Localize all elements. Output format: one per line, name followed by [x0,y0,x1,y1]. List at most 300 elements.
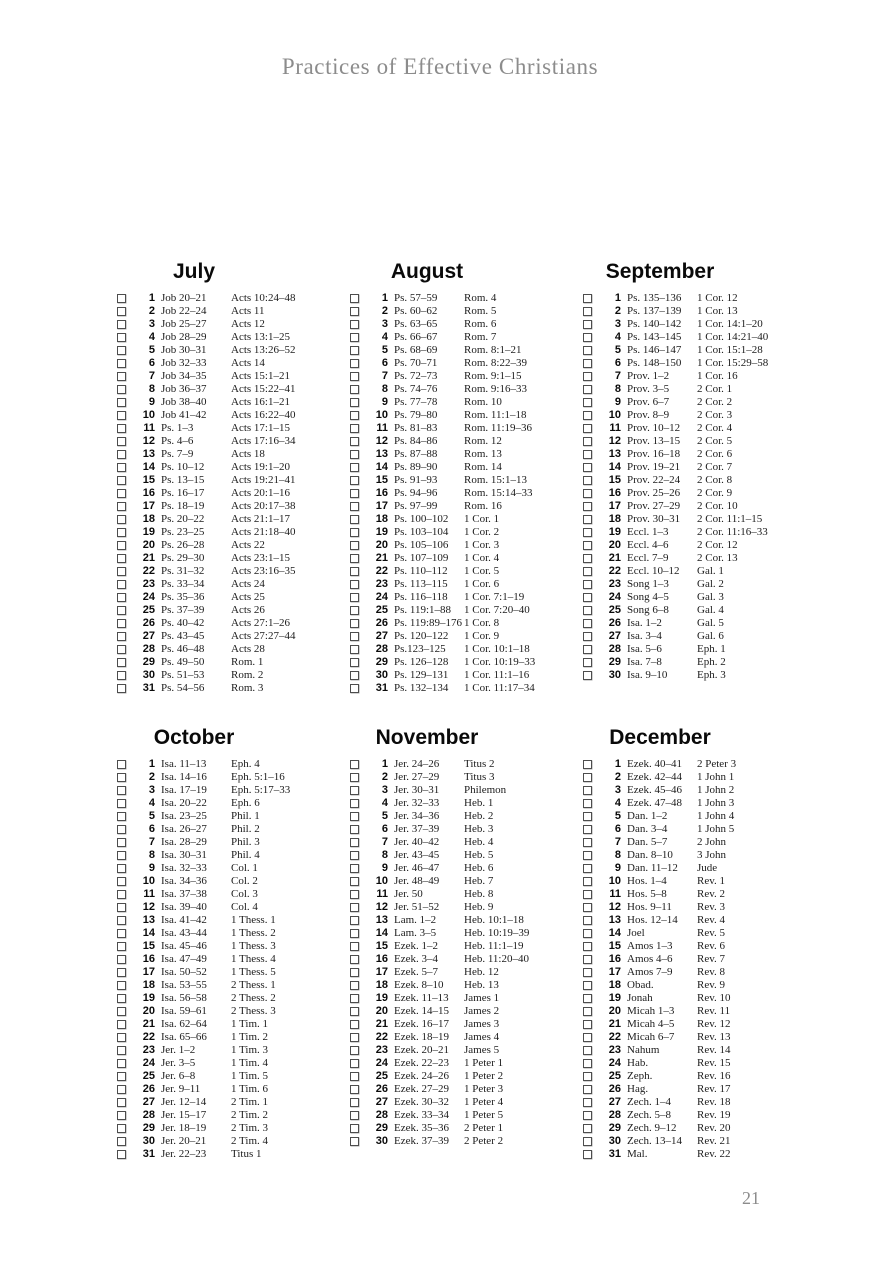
day-checkbox-icon[interactable] [583,606,592,615]
reading-row [576,344,786,357]
day-checkbox-icon[interactable] [117,580,126,589]
nt-reading: Rom. 7 [464,331,497,343]
day-checkbox-icon[interactable] [350,684,359,693]
day-number: 13 [375,448,388,460]
day-checkbox-icon[interactable] [350,1033,359,1042]
day-checkbox-icon[interactable] [583,658,592,667]
day-checkbox-icon[interactable] [583,916,592,925]
nt-reading: 1 Peter 2 [464,1070,504,1082]
reading-row [110,979,320,992]
reading-row [576,966,786,979]
day-checkbox-icon[interactable] [117,450,126,459]
reading-row [576,292,786,305]
day-number: 18 [142,979,155,991]
day-checkbox-icon[interactable] [350,346,359,355]
day-checkbox-icon[interactable] [583,864,592,873]
reading-row [343,1109,553,1122]
nt-reading: Gal. 6 [697,630,724,642]
day-checkbox-icon[interactable] [583,437,592,446]
day-checkbox-icon[interactable] [583,890,592,899]
nt-reading: Eph. 5:1–16 [231,771,285,783]
day-number: 14 [142,461,155,473]
reading-row [343,448,553,461]
day-checkbox-icon[interactable] [583,1150,592,1159]
day-checkbox-icon[interactable] [583,838,592,847]
day-checkbox-icon[interactable] [117,346,126,355]
day-checkbox-icon[interactable] [583,294,592,303]
nt-reading: Acts 13:26–52 [231,344,296,356]
day-checkbox-icon[interactable] [117,838,126,847]
reading-row [576,591,786,604]
day-checkbox-icon[interactable] [117,554,126,563]
reading-row [576,914,786,927]
day-checkbox-icon[interactable] [350,645,359,654]
day-checkbox-icon[interactable] [350,1111,359,1120]
nt-reading: 2 Cor. 5 [697,435,733,447]
day-checkbox-icon[interactable] [583,1072,592,1081]
day-checkbox-icon[interactable] [583,489,592,498]
ot-reading: Micah 1–3 [627,1005,675,1017]
day-checkbox-icon[interactable] [117,307,126,316]
nt-reading: Acts 25 [231,591,265,603]
day-number: 6 [381,357,388,369]
day-checkbox-icon[interactable] [350,1098,359,1107]
reading-row [343,656,553,669]
day-number: 25 [142,604,155,616]
ot-reading: Prov. 1–2 [627,370,670,382]
day-checkbox-icon[interactable] [583,1020,592,1029]
reading-row [110,565,320,578]
day-checkbox-icon[interactable] [583,515,592,524]
day-checkbox-icon[interactable] [117,812,126,821]
reading-row [576,992,786,1005]
day-checkbox-icon[interactable] [117,981,126,990]
day-checkbox-icon[interactable] [117,372,126,381]
day-checkbox-icon[interactable] [350,916,359,925]
day-checkbox-icon[interactable] [350,760,359,769]
day-checkbox-icon[interactable] [350,398,359,407]
day-checkbox-icon[interactable] [583,450,592,459]
day-checkbox-icon[interactable] [350,903,359,912]
reading-row [110,461,320,474]
day-checkbox-icon[interactable] [117,968,126,977]
day-number: 2 [614,305,621,317]
reading-row [576,810,786,823]
day-checkbox-icon[interactable] [350,489,359,498]
day-checkbox-icon[interactable] [117,294,126,303]
reading-row [576,862,786,875]
reading-row [110,888,320,901]
day-checkbox-icon[interactable] [117,528,126,537]
day-checkbox-icon[interactable] [117,773,126,782]
day-checkbox-icon[interactable] [583,333,592,342]
day-checkbox-icon[interactable] [117,684,126,693]
reading-row [343,1031,553,1044]
day-number: 9 [614,396,621,408]
day-checkbox-icon[interactable] [583,346,592,355]
day-checkbox-icon[interactable] [117,890,126,899]
day-checkbox-icon[interactable] [117,359,126,368]
ot-reading: Ps. 54–56 [161,682,205,694]
day-checkbox-icon[interactable] [583,773,592,782]
day-number: 7 [381,370,388,382]
day-checkbox-icon[interactable] [350,1059,359,1068]
day-checkbox-icon[interactable] [583,981,592,990]
ot-reading: Isa. 14–16 [161,771,207,783]
day-checkbox-icon[interactable] [350,1124,359,1133]
day-checkbox-icon[interactable] [117,489,126,498]
day-checkbox-icon[interactable] [350,385,359,394]
day-number: 16 [375,953,388,965]
day-checkbox-icon[interactable] [350,1007,359,1016]
day-checkbox-icon[interactable] [583,385,592,394]
day-checkbox-icon[interactable] [583,1085,592,1094]
reading-row [576,1018,786,1031]
reading-row [110,1148,320,1161]
day-checkbox-icon[interactable] [583,411,592,420]
day-checkbox-icon[interactable] [350,359,359,368]
day-checkbox-icon[interactable] [350,968,359,977]
nt-reading: Acts 16:1–21 [231,396,290,408]
nt-reading: Col. 3 [231,888,258,900]
day-checkbox-icon[interactable] [117,994,126,1003]
reading-row [343,1070,553,1083]
day-checkbox-icon[interactable] [583,851,592,860]
day-checkbox-icon[interactable] [117,760,126,769]
day-number: 30 [608,669,621,681]
day-checkbox-icon[interactable] [117,1124,126,1133]
reading-row [576,578,786,591]
day-number: 7 [614,370,621,382]
day-checkbox-icon[interactable] [350,606,359,615]
reading-row [343,862,553,875]
ot-reading: Ps. 35–36 [161,591,205,603]
day-checkbox-icon[interactable] [350,476,359,485]
day-checkbox-icon[interactable] [117,1137,126,1146]
ot-reading: Micah 6–7 [627,1031,675,1043]
day-checkbox-icon[interactable] [583,619,592,628]
day-checkbox-icon[interactable] [117,476,126,485]
day-checkbox-icon[interactable] [583,567,592,576]
day-checkbox-icon[interactable] [117,437,126,446]
nt-reading: Heb. 4 [464,836,494,848]
day-checkbox-icon[interactable] [117,645,126,654]
day-checkbox-icon[interactable] [350,981,359,990]
reading-row [110,331,320,344]
day-checkbox-icon[interactable] [350,528,359,537]
reading-row [343,604,553,617]
reading-row [343,1096,553,1109]
reading-row [343,435,553,448]
ot-reading: Ezek. 22–23 [394,1057,449,1069]
day-checkbox-icon[interactable] [117,1033,126,1042]
day-checkbox-icon[interactable] [583,372,592,381]
day-checkbox-icon[interactable] [117,916,126,925]
day-checkbox-icon[interactable] [583,1059,592,1068]
day-checkbox-icon[interactable] [350,463,359,472]
day-checkbox-icon[interactable] [117,424,126,433]
ot-reading: Ps. 23–25 [161,526,205,538]
day-checkbox-icon[interactable] [583,877,592,886]
day-checkbox-icon[interactable] [117,502,126,511]
ot-reading: Ezek. 11–13 [394,992,449,1004]
day-checkbox-icon[interactable] [583,994,592,1003]
day-checkbox-icon[interactable] [583,359,592,368]
day-checkbox-icon[interactable] [350,1137,359,1146]
day-checkbox-icon[interactable] [583,528,592,537]
day-checkbox-icon[interactable] [350,1046,359,1055]
reading-row [110,526,320,539]
day-number: 4 [614,331,621,343]
day-number: 10 [608,409,621,421]
ot-reading: Ps. 137–139 [627,305,682,317]
day-checkbox-icon[interactable] [117,463,126,472]
day-checkbox-icon[interactable] [350,320,359,329]
day-number: 19 [608,526,621,538]
day-checkbox-icon[interactable] [350,671,359,680]
day-checkbox-icon[interactable] [583,825,592,834]
day-checkbox-icon[interactable] [350,929,359,938]
reading-row [110,1122,320,1135]
nt-reading: 1 Tim. 6 [231,1083,268,1095]
day-checkbox-icon[interactable] [350,294,359,303]
day-checkbox-icon[interactable] [350,515,359,524]
reading-row [110,318,320,331]
day-checkbox-icon[interactable] [350,541,359,550]
day-checkbox-icon[interactable] [583,968,592,977]
reading-row [343,1122,553,1135]
day-checkbox-icon[interactable] [583,398,592,407]
ot-reading: Jer. 48–49 [394,875,440,887]
day-checkbox-icon[interactable] [117,398,126,407]
day-checkbox-icon[interactable] [117,1111,126,1120]
day-checkbox-icon[interactable] [350,372,359,381]
day-checkbox-icon[interactable] [350,424,359,433]
day-checkbox-icon[interactable] [350,786,359,795]
ot-reading: Jer. 1–2 [161,1044,196,1056]
day-checkbox-icon[interactable] [350,838,359,847]
day-checkbox-icon[interactable] [117,942,126,951]
day-checkbox-icon[interactable] [117,1098,126,1107]
ot-reading: Ps. 113–115 [394,578,448,590]
day-checkbox-icon[interactable] [117,671,126,680]
reading-row [576,331,786,344]
day-checkbox-icon[interactable] [350,942,359,951]
day-number: 16 [142,953,155,965]
nt-reading: Col. 1 [231,862,258,874]
reading-row [343,966,553,979]
reading-row [110,953,320,966]
ot-reading: Prov. 16–18 [627,448,681,460]
day-checkbox-icon[interactable] [117,411,126,420]
ot-reading: Prov. 22–24 [627,474,681,486]
day-checkbox-icon[interactable] [117,1085,126,1094]
day-checkbox-icon[interactable] [350,307,359,316]
ot-reading: Job 32–33 [161,357,207,369]
day-checkbox-icon[interactable] [350,567,359,576]
day-checkbox-icon[interactable] [117,1150,126,1159]
ot-reading: Jer. 37–39 [394,823,440,835]
reading-row [343,630,553,643]
day-number: 4 [381,331,388,343]
day-checkbox-icon[interactable] [117,786,126,795]
day-checkbox-icon[interactable] [117,1020,126,1029]
day-checkbox-icon[interactable] [583,942,592,951]
day-number: 13 [375,914,388,926]
nt-reading: 2 Cor. 3 [697,409,733,421]
nt-reading: Acts 15:22–41 [231,383,296,395]
day-checkbox-icon[interactable] [583,1124,592,1133]
day-checkbox-icon[interactable] [350,437,359,446]
ot-reading: Isa. 56–58 [161,992,207,1004]
ot-reading: Joel [627,927,645,939]
day-checkbox-icon[interactable] [350,825,359,834]
day-checkbox-icon[interactable] [583,1098,592,1107]
day-checkbox-icon[interactable] [583,760,592,769]
day-checkbox-icon[interactable] [350,632,359,641]
nt-reading: Rom. 15:1–13 [464,474,527,486]
day-checkbox-icon[interactable] [350,812,359,821]
day-checkbox-icon[interactable] [350,994,359,1003]
day-checkbox-icon[interactable] [350,502,359,511]
day-checkbox-icon[interactable] [350,890,359,899]
day-checkbox-icon[interactable] [117,593,126,602]
day-checkbox-icon[interactable] [350,658,359,667]
day-number: 23 [608,578,621,590]
day-checkbox-icon[interactable] [583,632,592,641]
day-number: 11 [609,888,621,900]
day-checkbox-icon[interactable] [350,1072,359,1081]
day-checkbox-icon[interactable] [350,773,359,782]
day-checkbox-icon[interactable] [350,593,359,602]
day-checkbox-icon[interactable] [117,799,126,808]
ot-reading: Ps. 74–76 [394,383,438,395]
day-number: 14 [608,927,621,939]
day-checkbox-icon[interactable] [350,580,359,589]
reading-row [343,1044,553,1057]
day-checkbox-icon[interactable] [117,1072,126,1081]
day-checkbox-icon[interactable] [583,476,592,485]
nt-reading: Rom. 8:22–39 [464,357,527,369]
reading-row [343,1135,553,1148]
day-checkbox-icon[interactable] [583,955,592,964]
day-checkbox-icon[interactable] [117,929,126,938]
ot-reading: Jer. 30–31 [394,784,440,796]
day-checkbox-icon[interactable] [583,541,592,550]
ot-reading: Ps. 146–147 [627,344,682,356]
day-checkbox-icon[interactable] [350,333,359,342]
day-checkbox-icon[interactable] [350,619,359,628]
day-checkbox-icon[interactable] [117,320,126,329]
day-checkbox-icon[interactable] [583,463,592,472]
day-checkbox-icon[interactable] [583,593,592,602]
day-checkbox-icon[interactable] [350,554,359,563]
day-checkbox-icon[interactable] [583,1111,592,1120]
ot-reading: Ps. 97–99 [394,500,438,512]
day-checkbox-icon[interactable] [117,851,126,860]
day-checkbox-icon[interactable] [117,877,126,886]
nt-reading: 1 John 4 [697,810,735,822]
day-checkbox-icon[interactable] [350,450,359,459]
ot-reading: Jer. 34–36 [394,810,440,822]
day-checkbox-icon[interactable] [117,1046,126,1055]
ot-reading: Ezek. 14–15 [394,1005,449,1017]
day-checkbox-icon[interactable] [583,929,592,938]
day-checkbox-icon[interactable] [117,955,126,964]
reading-row [343,331,553,344]
day-checkbox-icon[interactable] [583,424,592,433]
ot-reading: Ezek. 5–7 [394,966,438,978]
day-checkbox-icon[interactable] [350,864,359,873]
day-checkbox-icon[interactable] [583,812,592,821]
day-checkbox-icon[interactable] [117,619,126,628]
day-checkbox-icon[interactable] [583,502,592,511]
day-checkbox-icon[interactable] [117,864,126,873]
day-checkbox-icon[interactable] [117,1007,126,1016]
month-october [110,724,320,1161]
reading-row [343,526,553,539]
day-checkbox-icon[interactable] [583,645,592,654]
ot-reading: Isa. 50–52 [161,966,207,978]
day-checkbox-icon[interactable] [350,799,359,808]
nt-reading: Rom. 6 [464,318,497,330]
day-number: 23 [375,1044,388,1056]
day-checkbox-icon[interactable] [117,658,126,667]
day-checkbox-icon[interactable] [350,1020,359,1029]
day-checkbox-icon[interactable] [117,333,126,342]
day-checkbox-icon[interactable] [583,799,592,808]
day-checkbox-icon[interactable] [583,786,592,795]
day-number: 8 [614,849,621,861]
day-checkbox-icon[interactable] [350,851,359,860]
day-checkbox-icon[interactable] [117,515,126,524]
day-checkbox-icon[interactable] [350,1085,359,1094]
day-checkbox-icon[interactable] [117,632,126,641]
day-checkbox-icon[interactable] [117,1059,126,1068]
day-checkbox-icon[interactable] [350,411,359,420]
day-number: 20 [375,1005,388,1017]
reading-row [576,669,786,682]
nt-reading: James 5 [464,1044,500,1056]
reading-row [576,565,786,578]
day-checkbox-icon[interactable] [583,1046,592,1055]
day-checkbox-icon[interactable] [117,567,126,576]
day-checkbox-icon[interactable] [583,580,592,589]
day-checkbox-icon[interactable] [117,541,126,550]
day-checkbox-icon[interactable] [117,606,126,615]
day-checkbox-icon[interactable] [583,903,592,912]
nt-reading: Titus 3 [464,771,495,783]
ot-reading: Zech. 5–8 [627,1109,671,1121]
reading-row [576,849,786,862]
day-number: 16 [375,487,388,499]
day-checkbox-icon[interactable] [117,903,126,912]
day-checkbox-icon[interactable] [117,825,126,834]
day-checkbox-icon[interactable] [350,955,359,964]
day-checkbox-icon[interactable] [583,671,592,680]
day-checkbox-icon[interactable] [583,554,592,563]
day-checkbox-icon[interactable] [583,1137,592,1146]
day-checkbox-icon[interactable] [117,385,126,394]
day-number: 27 [608,630,621,642]
nt-reading: 2 Cor. 4 [697,422,733,434]
day-checkbox-icon[interactable] [583,1007,592,1016]
day-checkbox-icon[interactable] [350,877,359,886]
day-checkbox-icon[interactable] [583,320,592,329]
day-checkbox-icon[interactable] [583,307,592,316]
day-checkbox-icon[interactable] [583,1033,592,1042]
reading-row [576,617,786,630]
